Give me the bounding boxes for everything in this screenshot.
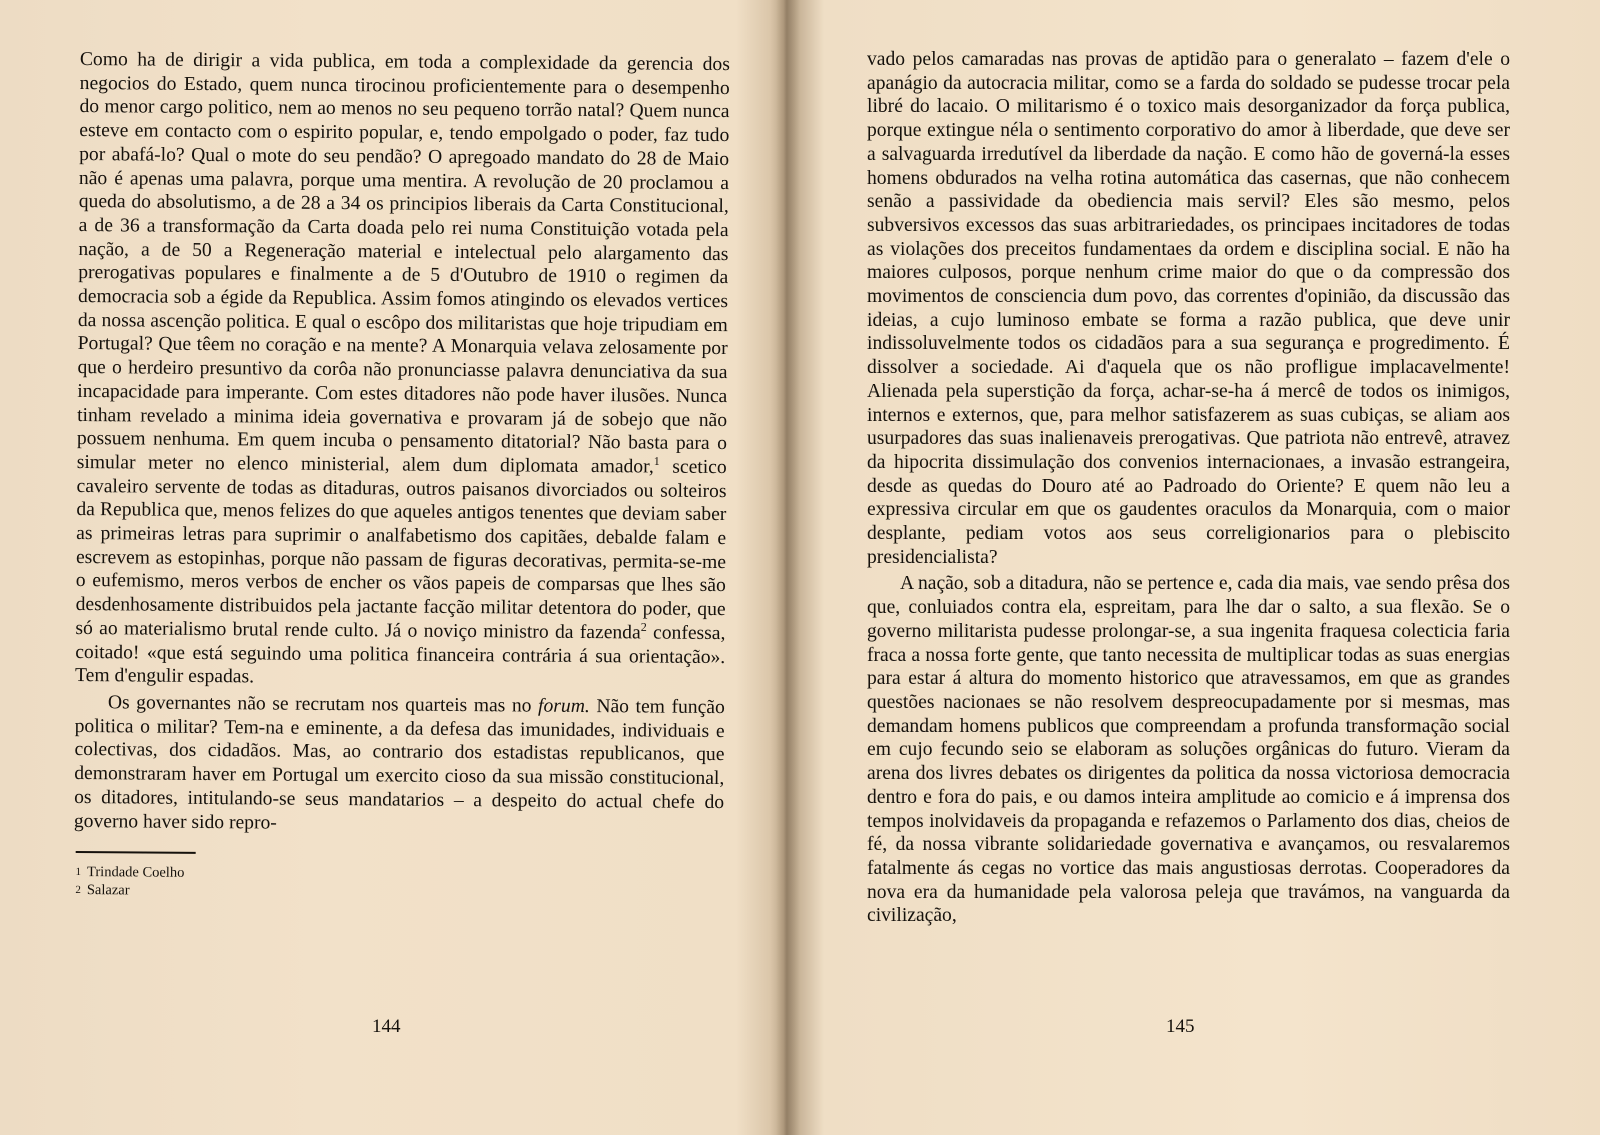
paragraph [75,48,730,693]
paragraph [867,48,1510,569]
text-run: Os governantes não se recrutam nos quarteis mas no [107,692,539,717]
left-page-body [74,48,730,838]
text-run: confessa, coitado! «que está seguindo uma politica financeira contrária á sua orientação». Tem d'engulir espadas. [74,622,726,688]
text-run: vado pelos camaradas nas provas de aptidão para o generalato – fazem d'ele o apanágio da autocracia militar, como se a farda do soldado se pudesse trocar pela libré do lacaio. O militarismo é o toxico mais desorganizador da força publica, porque extingue néla o sentimento corporativo do amor à liberdade, que deve ser a salvaguarda irredutível da liberdade da nação. E como hão de governá-la esses homens obdurados na velha rotina automática das casernas, que não conhecem senão a passividade da obediencia mais servil? Eles são mesmo, pelos subversivos excessos das suas arbitrariedades, os principaes incitadores de todas as violações dos preceitos fundamentaes da ordem e disciplina social. E não ha maiores culposos, porque nenhum crime maior do que o da compressão dos movimentos de consciencia dum povo, das correntes d'opinião, da discussão das ideias, a cujo luminoso embate se forma a razão publica, que deve unir indissoluvelmente todos os cidadãos para a sua segurança e progredimento. É dissolver a sociedade. Ai d'aquela que os não profligue implacavelmente! Alienada pela superstição da força, achar-se-ha á mercê de todos os inimigos, internos e externos, que, para melhor satisfazerem as suas cubiças, se aliam aos usurpadores das suas inalienaveis prerogativas. Que patriota não entrevê, atravez da hipocrita dissimulação dos convenios internacionaes, a invasão estrangeira, desde as quedas do Douro até ao Padroado do Oriente? E quem não leu a expressiva circular em que os gaudentes oraculos da Monarquia, com o maior desplante, pediam votos aos seus correligionarios para o plebiscito presidencialista? [867,49,1510,568]
page-number-left: 144 [372,1016,401,1037]
paragraph [74,691,725,838]
right-page-body [867,48,1510,928]
footnotes [73,863,723,904]
footnote [75,881,723,904]
footnote-reference: 2 [640,619,647,634]
footnote-number: 2 [75,884,81,897]
page-number-right: 145 [1166,1016,1195,1037]
book-gutter [770,0,800,1135]
text-run: scetico cavaleiro servente de todas as ditaduras, outros paisanos divorciados ou solteiros da Republica que, menos felizes do que aqueles antigos tenentes que deviam saber as primeiras letras para suprimir o analfabetismo dos capitães, debalde falam e escrevem as estopinhas, porque não passam de figuras decorativas, permita-se-me o eufemismo, meros verbos de encher os vãos papeis de comparsas que lhes são desdenhosamente distribuidos pela jactante facção militar detentora do poder, que só ao materialismo brutal rende culto. Já o noviço ministro da fazenda [75,456,727,644]
footnote-rule [76,851,196,854]
text-run: A nação, sob a ditadura, não se pertence e, cada dia mais, vae sendo prêsa dos que, conluiados contra ela, espreitam, para lhe dar o salto, a sua flexão. Se o governo militarista pudesse prolongar-se, a sua ingenita fraquesa colecticia faria fraca a nossa forte gente, que tanto necessita de multiplicar todas as suas energias para estar á altura do momento historico que atravessamos, em que as grandes questões nacionaes se não resolvem despreocupadamente por si mesmas, mas demandam homens publicos que compreendam a profunda transformação social em cujo fecundo seio se elaboram as soluções orgânicas do futuro. Vieram da arena dos livres debates os dirigentes da politica da nossa victoriosa democracia dentro e fora do pais, e ou damos inteira amplitude ao comicio e á imprensa dos tempos inolvidaveis da propaganda e refazemos o Parlamento dos dias, cheios de fé, da nossa vibrante solidariedade governativa e avançamos, ou resvalaremos fatalmente ás cegas no vortice das mais angustiosas derrotas. Cooperadores da nova era da humanidade pela valorosa peleja que travámos, na vanguarda da civilização, [867,573,1510,927]
text-run: forum. [537,695,590,718]
footnote-number: 1 [75,866,82,879]
text-run: Como ha de dirigir a vida publica, em toda a complexidade da gerencia dos negocios do Estado, quem nunca tirocinou proficientemente para o desempenho do menor cargo politico, nem ao menos no seu pequeno torrão natal? Quem nunca esteve em contacto com o espirito popular, e, tendo empolgado o poder, faz tudo por abafá-lo? Qual o mote do seu pendão? O apregoado mandato do 28 de Maio não é apenas uma palavra, porque uma mentira. A revolução de 20 proclamou a queda do absolutismo, a de 28 a 34 os principios liberais da Carta Constitucional, a de 36 a transformação da Carta doada pelo rei numa Constituição votada pela nação, a de 50 a Regeneração material e intelectual pelo alargamento das prerogativas populares e finalmente a de 5 d'Outubro de 1910 o regimen da democracia sob a égide da Republica. Assim fomos atingindo os elevados vertices da nossa ascenção politica. E qual o escôpo dos militaristas que hoje tripudiam em Portugal? Que têem no coração e na mente? A Monarquia velava zelosamente por que o herdeiro presuntivo da corôa não pronunciasse palavra denunciativa da sua incapacidade para imperante. Com estes ditadores não pode haver ilusões. Nunca tinham revelado a minima ideia governativa e provaram já de sobejo que não possuem nenhuma. Em quem incuba o pensamento ditatorial? Não basta para o simular meter no elenco ministerial, alem dum diplomata amador, [76,48,730,478]
paragraph [867,572,1510,928]
right-page [867,48,1510,928]
left-page [73,48,730,904]
footnote-text: Salazar [86,882,130,899]
footnote-text: Trindade Coelho [86,864,185,882]
footnote-reference: 1 [653,453,660,468]
text-run: Não tem função politica o militar? Tem-na e eminente, a da defesa das imunidades, individuais e colectivas, dos cidadãos. Mas, ao contrario dos estadistas republicanos, que demonstraram haver em Portugal um exercito cioso da sua missão constitucional, os ditadores, intitulando-se seus mandatarios – a despeito do actual chefe do governo haver sido repro- [73,696,725,834]
